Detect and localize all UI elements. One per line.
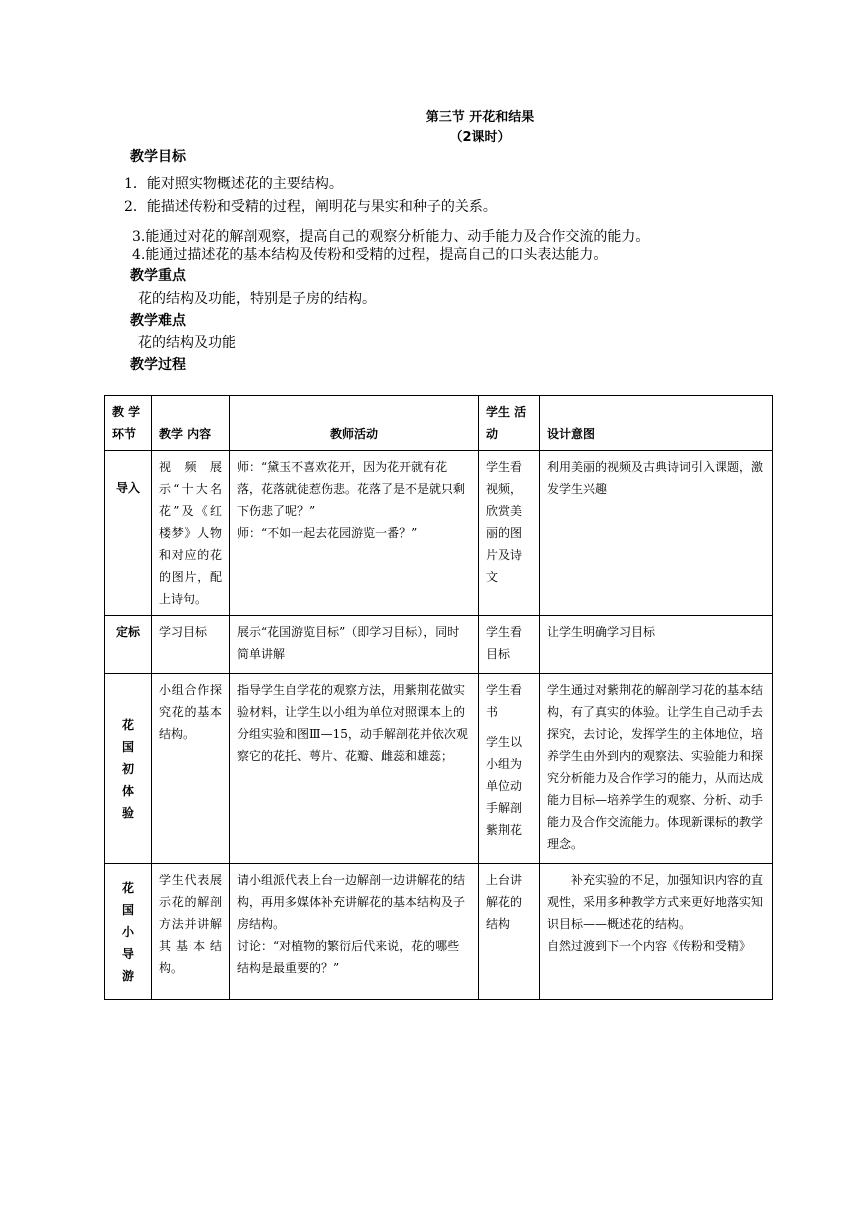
table-row (105, 674, 773, 864)
teacher-cell (230, 864, 479, 1000)
table-row (105, 864, 773, 1000)
teacher-text-2: 讨论：“对植物的繁衍后代来说，花的哪些结构是最重要的？” (237, 939, 460, 975)
objectives-heading: 教学目标 (130, 149, 186, 165)
process-heading: 教学过程 (130, 357, 186, 373)
stage-cell: 花 国 初 体 验 (105, 674, 152, 864)
content-cell: 小组合作探究花的基本结构。 (152, 674, 230, 864)
intent-cell: 让学生明确学习目标 (540, 616, 773, 674)
teaching-process-table (104, 395, 773, 1000)
objective-4: 4.能通过描述花的基本结构及传粉和受精的过程，提高自己的口头表达能力。 (132, 247, 608, 263)
stage-cell: 导入 (105, 451, 152, 616)
page-title: 第三节 开花和结果 (425, 110, 535, 125)
teacher-cell: 展示“花国游览目标”（即学习目标），同时简单讲解 (230, 616, 479, 674)
stage-cell: 花 国 小 导 游 (105, 864, 152, 1000)
student-text-2: 学生以小组为单位动手解剖紫荆花 (486, 735, 523, 837)
header-content: 教学 内容 (152, 396, 230, 451)
student-cell (479, 674, 540, 864)
table-header-row (105, 396, 773, 451)
objective-2: 2．能描述传粉和受精的过程，阐明花与果实和种子的关系。 (124, 199, 497, 215)
objective-1: 1．能对照实物概述花的主要结构。 (124, 176, 343, 192)
stage-cell: 定标 (105, 616, 152, 674)
table-row (105, 616, 773, 674)
intent-cell: 学生通过对紫荆花的解剖学习花的基本结构，有了真实的体验。让学生自己动手去探究，去讨论，发挥学生的主体地位，培养学生由外到内的观察法、实验能力和探究分析能力及合作学习的能力，从而达成能力目标—培养学生的观察、分析、动手能力及合作交流能力。体现新课标的教学理念。 (540, 674, 773, 864)
page-subtitle: （2课时） (449, 130, 511, 145)
content-cell: 学习目标 (152, 616, 230, 674)
teacher-cell: 指导学生自学花的观察方法，用紫荆花做实验材料，让学生以小组为单位对照课本上的分组实验和图Ⅲ—15，动手解剖花并依次观察它的花托、萼片、花瓣、雌蕊和雄蕊； (230, 674, 479, 864)
student-cell: 学生看目标 (479, 616, 540, 674)
teacher-text: 请小组派代表上台一边解剖一边讲解花的结构，再用多媒体补充讲解花的基本结构及子房结构。 (237, 873, 466, 931)
content-cell: 学生代表展示花的解剖方法并讲解其基本结构。 (152, 864, 230, 1000)
header-student: 学生 活动 (479, 396, 540, 451)
student-cell: 上台讲解花的结构 (479, 864, 540, 1000)
intent-text-2: 自然过渡到下一个内容《传粉和受精》 (547, 939, 752, 953)
key-text: 花的结构及功能，特别是子房的结构。 (138, 291, 376, 307)
teacher-text-2: 师：“不如一起去花园游览一番？” (237, 526, 418, 540)
teacher-text: 师：“黛玉不喜欢花开，因为花开就有花落，花落就徒惹伤悲。花落了是不是就只剩下伤悲了呢？” (237, 460, 466, 518)
objective-3: 3.能通过对花的解剖观察，提高自己的观察分析能力、动手能力及合作交流的能力。 (132, 229, 650, 245)
intent-cell (540, 864, 773, 1000)
key-heading: 教学重点 (130, 268, 186, 284)
header-intent: 设计意图 (540, 396, 773, 451)
teacher-cell (230, 451, 479, 616)
table-row (105, 451, 773, 616)
difficulty-heading: 教学难点 (130, 313, 186, 329)
content-cell: 视频展示“十大名花”及《红楼梦》人物和对应的花的图片，配上诗句。 (152, 451, 230, 616)
header-stage: 教 学 环节 (105, 396, 152, 451)
student-cell: 学生看视频，欣赏美丽的图片及诗文 (479, 451, 540, 616)
intent-text: 补充实验的不足，加强知识内容的直观性，采用多种教学方式来更好地落实知识目标——概述花的结构。 (547, 873, 764, 931)
intent-cell: 利用美丽的视频及古典诗词引入课题，激发学生兴趣 (540, 451, 773, 616)
student-text: 学生看书 (486, 683, 523, 719)
header-teacher: 教师活动 (230, 396, 479, 451)
difficulty-text: 花的结构及功能 (138, 335, 236, 351)
